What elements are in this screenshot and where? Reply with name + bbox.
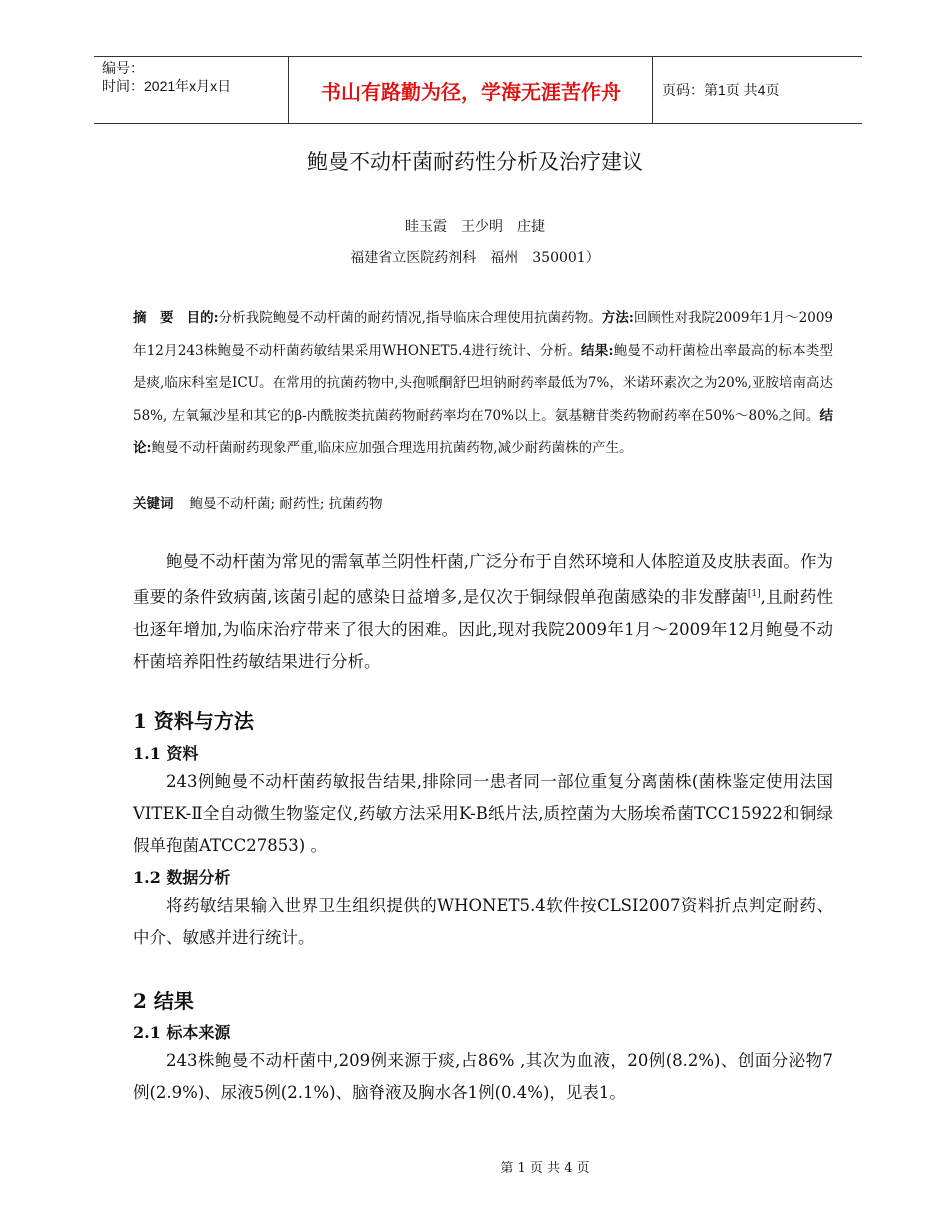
authors: 眭玉霞 王少明 庄捷 (405, 219, 545, 235)
intro-text-1: 鲍曼不动杆菌为常见的需氧革兰阴性杆菌,广泛分布于自然环境和人体腔道及皮肤表面。作为重要的条件致病菌,该菌引起的感染日益增多,是仅次于铜绿假单孢菌感染的非发酵菌 (133, 552, 833, 607)
affiliation: 福建省立医院药剂科 福州 350001） (350, 250, 600, 266)
intro-text-2: ,且耐药性也逐年增加,为临床治疗带来了很大的困难。因此,现对我院2009年1月～2009年12月鲍曼不动杆菌培养阳性药敏结果进行分析。 (133, 587, 833, 671)
section-2-1-heading: 2.1 标本来源 (133, 1023, 231, 1042)
header-meta (102, 59, 231, 95)
section-2-heading: 2 结果 (133, 989, 194, 1013)
keywords (133, 492, 383, 512)
keywords-text: 鲍曼不动杆菌; 耐药性; 抗菌药物 (189, 496, 383, 512)
method-text: 回顾性对我院2009年1月～2009年12月243株鲍曼不动杆菌药敏结果采用WHONET5.4进行统计、分析。 (133, 310, 834, 359)
section-2-1-text: 243株鲍曼不动杆菌中,209例来源于痰,占86% ,其次为血液，20例(8.2%)、创面分泌物7例(2.9%)、尿液5例(2.1%)、脑脊液及胸水各1例(0.4%)，见表1。 (133, 1051, 833, 1102)
number-label: 编号： (102, 60, 144, 76)
intro-paragraph (133, 546, 833, 678)
section-1-1-text: 243例鲍曼不动杆菌药敏报告结果,排除同一患者同一部位重复分离菌株(菌株鉴定使用法国VITEK-Ⅱ全自动微生物鉴定仪,药敏方法采用K-B纸片法,质控菌为大肠埃希菌TCC15922和铜绿假单孢菌ATCC27853) 。 (133, 772, 833, 855)
method-label: 方法: (601, 310, 634, 326)
section-1-2-text: 将药敏结果输入世界卫生组织提供的WHONET5.4软件按CLSI2007资料折点判定耐药、中介、敏感并进行统计。 (133, 896, 833, 947)
objective-label: 目的: (186, 310, 219, 326)
header-divider-right (652, 57, 653, 123)
objective-text: 分析我院鲍曼不动杆菌的耐药情况,指导临床合理使用抗菌药物。 (218, 310, 602, 326)
keywords-label: 关键词 (133, 496, 174, 512)
header-motto: 书山有路勤为径，学海无涯苦作舟 (321, 79, 621, 104)
section-1-heading: 1 资料与方法 (133, 709, 254, 733)
section-1-2-heading: 1.2 数据分析 (133, 868, 231, 887)
page-footer: 第 1 页 共 4 页 (500, 1161, 590, 1176)
document-title: 鲍曼不动杆菌耐药性分析及治疗建议 (307, 150, 643, 174)
header-divider-left (288, 57, 289, 123)
section-1-1-heading: 1.1 资料 (133, 744, 199, 763)
abstract-label: 摘 要 (133, 310, 174, 326)
result-label: 结果: (581, 342, 614, 359)
header-page-code: 页码：第1页 共4页 (662, 82, 780, 98)
citation-ref: [1] (747, 589, 761, 599)
page-header (94, 56, 862, 124)
conclusion-label: 结论: (133, 407, 833, 456)
result-text: 鲍曼不动杆菌检出率最高的标本类型是痰,临床科室是ICU。在常用的抗菌药物中,头孢哌酮舒巴坦钠耐药率最低为7%，米诺环素次之为20%,亚胺培南高达58%, 左氧氟沙星和其它的β-内酰胺类抗菌药物耐药率均在70%以上。氨基糖苷类药物耐药率在50%～80%之间。 (133, 342, 834, 424)
time-label: 时间：2021年x月x日 (102, 78, 232, 94)
conclusion-text: 鲍曼不动杆菌耐药现象严重,临床应加强合理选用抗菌药物,减少耐药菌株的产生。 (151, 440, 633, 456)
abstract (133, 302, 833, 465)
